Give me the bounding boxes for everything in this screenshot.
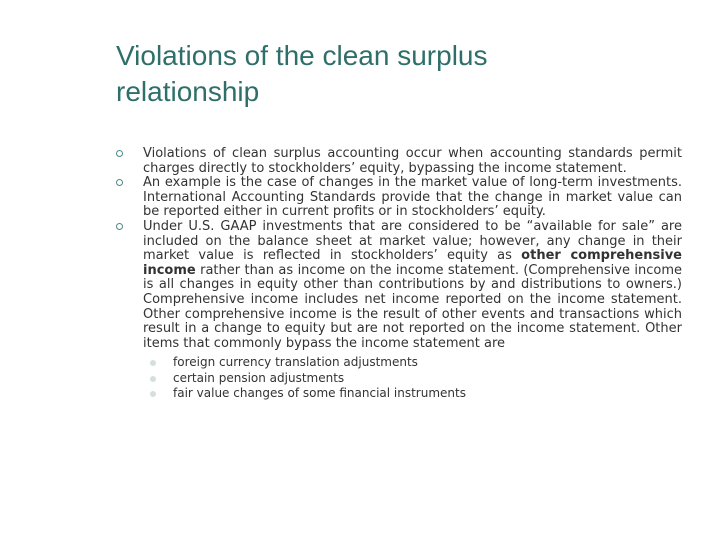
bullet-list xyxy=(116,147,682,402)
hollow-circle-icon xyxy=(116,150,123,157)
subbullet-text: certain pension adjustments xyxy=(173,370,345,385)
bullet-item xyxy=(116,147,682,176)
bullet-text-part: rather than as income on the income statement. (Comprehensive income is all changes in equity other than contributions by and distributions to owners.) Comprehensive income includes net income reported on the income statement. Other comprehensive income is the result of other events and transactions which result in a change to equity but are not reported on the income statement. Other items that commonly bypass the income statement are xyxy=(143,262,682,351)
bullet-text xyxy=(143,220,682,351)
filled-circle-icon xyxy=(150,376,156,382)
hollow-circle-icon xyxy=(116,179,123,186)
filled-circle-icon xyxy=(150,391,156,397)
bullet-item xyxy=(116,220,682,402)
bullet-item xyxy=(116,176,682,220)
hollow-circle-icon xyxy=(116,223,123,230)
subbullet-list xyxy=(143,355,682,402)
slide-title: Violations of the clean surplus relationship xyxy=(116,40,488,107)
filled-circle-icon xyxy=(150,360,156,366)
subbullet-text: fair value changes of some financial instruments xyxy=(173,386,466,401)
subbullet-item xyxy=(143,355,682,371)
subbullet-text: foreign currency translation adjustments xyxy=(173,355,418,370)
subbullet-item xyxy=(143,371,682,387)
slide-body xyxy=(116,147,682,402)
subbullet-item xyxy=(143,386,682,402)
bullet-text-part: Under U.S. GAAP investments that are considered to be “available for sale” are included on the balance sheet at market value; however, any change in their market value is reflected in stockholders’ equity as xyxy=(143,218,682,264)
bullet-text: Violations of clean surplus accounting occur when accounting standards permit charges directly to stockholders’ equity, bypassing the income statement. xyxy=(143,146,682,176)
bullet-text: An example is the case of changes in the market value of long-term investments. International Accounting Standards provide that the change in market value can be reported either in current profits or in stockholders’ equity. xyxy=(143,175,682,220)
bold-term: other comprehensive income xyxy=(143,248,682,278)
